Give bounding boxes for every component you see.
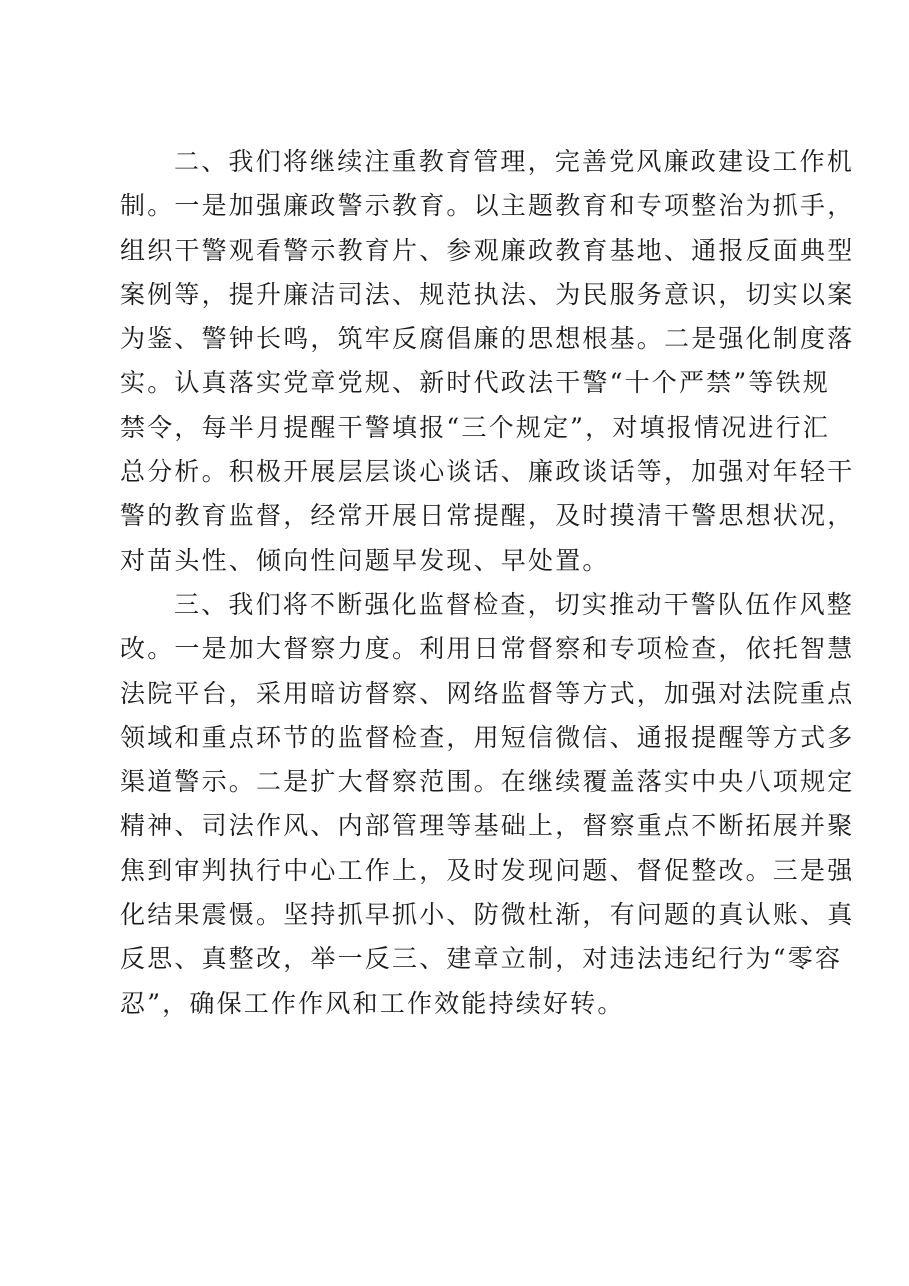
paragraph-line: 改。一是加大督察力度。利用日常督察和专项检查，依托智慧 [120, 634, 855, 664]
paragraph-line: 组织干警观看警示教育片、参观廉政教育基地、通报反面典型 [120, 235, 855, 265]
paragraph-line: 制。一是加强廉政警示教育。以主题教育和专项整治为抓手， [120, 191, 855, 221]
paragraph-line: 为鉴、警钟长鸣，筑牢反腐倡廉的思想根基。二是强化制度落 [120, 324, 855, 354]
paragraph-line: 焦到审判执行中心工作上，及时发现问题、督促整改。三是强 [120, 855, 855, 885]
paragraph-line: 反思、真整改，举一反三、建章立制，对违法违纪行为“零容 [120, 944, 843, 974]
paragraph-line: 警的教育监督，经常开展日常提醒，及时摸清干警思想状况， [120, 501, 855, 531]
paragraph-line: 领域和重点环节的监督检查，用短信微信、通报提醒等方式多 [120, 722, 855, 752]
paragraph-line: 三、我们将不断强化监督检查，切实推动干警队伍作风整 [174, 589, 855, 619]
paragraph-line: 二、我们将继续注重教育管理，完善党风廉政建设工作机 [174, 147, 855, 176]
paragraph-line: 禁令，每半月提醒干警填报“三个规定”，对填报情况进行汇 [120, 412, 830, 442]
paragraph-line: 精神、司法作风、内部管理等基础上，督察重点不断拓展并聚 [120, 811, 855, 841]
paragraph-line: 总分析。积极开展层层谈心谈话、廉政谈话等，加强对年轻干 [120, 457, 855, 487]
paragraph-line: 实。认真落实党章党规、新时代政法干警“十个严禁”等铁规 [120, 368, 830, 398]
paragraph-line: 忍”，确保工作作风和工作效能持续好转。 [120, 988, 625, 1018]
paragraph-line: 对苗头性、倾向性问题早发现、早处置。 [120, 545, 610, 575]
paragraph-three [120, 583, 855, 1026]
paragraph-two [120, 140, 855, 583]
paragraph-line: 法院平台，采用暗访督察、网络监督等方式，加强对法院重点 [120, 678, 855, 708]
paragraph-line: 案例等，提升廉洁司法、规范执法、为民服务意识，切实以案 [120, 279, 855, 309]
paragraph-line: 化结果震慑。坚持抓早抓小、防微杜渐，有问题的真认账、真 [120, 900, 855, 930]
document-body [120, 140, 855, 1026]
paragraph-line: 渠道警示。二是扩大督察范围。在继续覆盖落实中央八项规定 [120, 767, 855, 797]
